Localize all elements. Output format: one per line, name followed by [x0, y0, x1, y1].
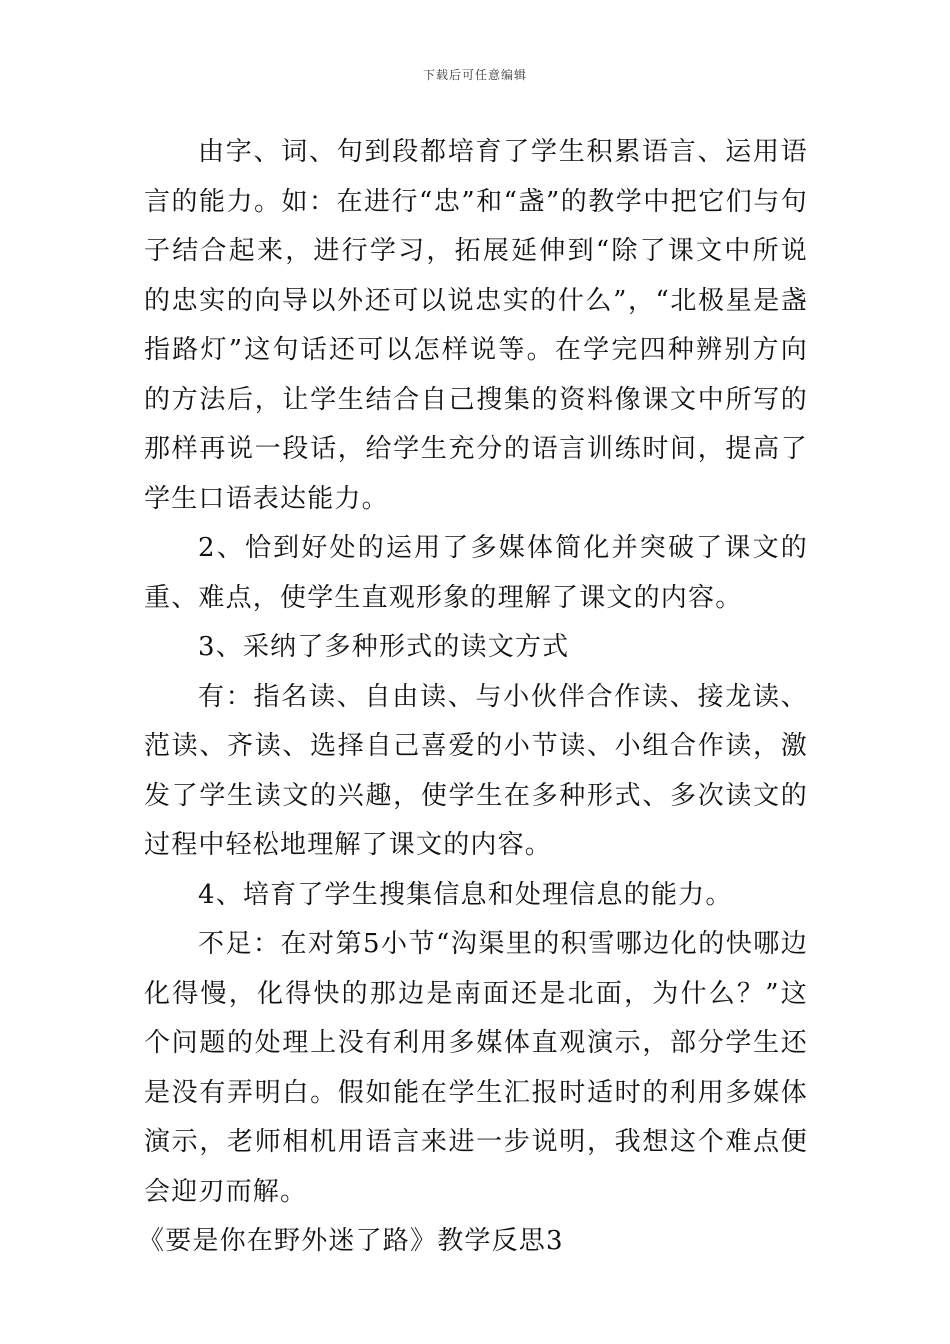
- paragraph-reading-methods: 3、采纳了多种形式的读文方式: [198, 632, 570, 662]
- paragraph-multimedia: 2、恰到好处的运用了多媒体简化并突破了课文的重、难点，使学生直观形象的理解了课文的内容。: [144, 533, 808, 613]
- paragraph-information: 4、培育了学生搜集信息和处理信息的能力。: [198, 879, 733, 910]
- paragraph-reading-list: 有：指名读、自由读、与小伙伴合作读、接龙读、范读、齐读、选择自己喜爱的小节读、小组合作读，激发了学生读文的兴趣，使学生在多种形式、多次读文的过程中轻松地理解了课文的内容。: [144, 681, 808, 860]
- page-header: 下载后可任意编辑: [422, 68, 527, 82]
- section-title: 《要是你在野外迷了路》教学反思3: [138, 1226, 564, 1256]
- paragraph-language-ability: 由字、词、句到段都培育了学生积累语言、运用语言的能力。如：在进行“忠”和“盏”的教学中把它们与句子结合起来，进行学习，拓展延伸到“除了课文中所说的忠实的向导以外还可以说忠实的什么”，“北极星是盏指路灯”这句话还可以怎样说等。在学完四种辨别方向的方法后，让学生结合自己搜集的资料像课文中所写的那样再说一段话，给学生充分的语言训练时间，提高了学生口语表达能力。: [144, 137, 808, 514]
- document-body: [138, 128, 808, 1267]
- paragraph-shortcomings: 不足：在对第5小节“沟渠里的积雪哪边化的快哪边化得慢，化得快的那边是南面还是北面，为什么？”这个问题的处理上没有利用多媒体直观演示，部分学生还是没有弄明白。假如能在学生汇报时适时的利用多媒体演示，老师相机用语言来进一步说明，我想这个难点便会迎刃而解。: [144, 929, 808, 1207]
